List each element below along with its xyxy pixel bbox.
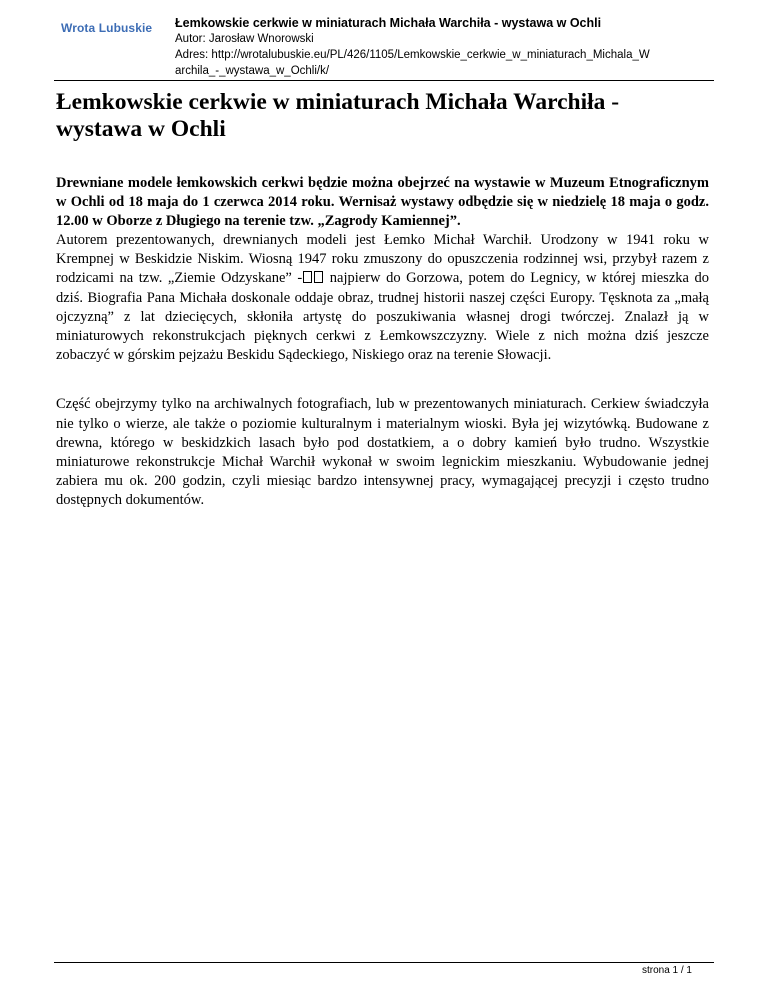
article-paragraph-2: Część obejrzymy tylko na archiwalnych fotografiach, lub w prezentowanych miniaturach. Cerkiew świadczyła nie tylko o wierze, ale także o poziomie kulturalnym i materialnym wioski. Była jej wizytówką. Budowane z drewna, którego w beskidzkich lasach było pod dostatkiem, a o dobry kamień było trudno. Wszystkie miniaturowe rekonstrukcje Michał Warchił wykonał w swoim legnickim mieszkaniu. Wybudowanie jednej zabiera mu ok. 200 godzin, czyli miesiąc bardzo intensywnej pracy, wymagającej precyzji i często trudno dostępnych dokumentów. bbox=[56, 396, 709, 509]
header-title: Łemkowskie cerkwie w miniaturach Michała Warchiła - wystawa w Ochli bbox=[175, 16, 602, 30]
missing-glyph-icon bbox=[303, 271, 312, 283]
paragraph-1-text-b: najpierw do Gorzowa, potem do Legnicy, w której mieszka do dziś. Biografia Pana Michała doskonale oddaje obraz, trudnej historii naszej części Europy. Tęsknota za „małą ojczyzną” z lat dziecięcych, skłoniła artystę do poszukiwania własnej drogi twórczej. Znalazł ją w miniaturowych rekonstrukcjach pięknych cerkwi z Łemkowszczyzny. Wiele z nich można dziś jeszcze zobaczyć w górskim pejzażu Beskidu Sądeckiego, Niskiego oraz na terenie Słowacji. bbox=[56, 270, 709, 364]
paragraph-1-text-a: Autorem prezentowanych, drewnianych modeli jest Łemko Michał Warchił. Urodzony w 1941 roku w Krempnej w Beskidzie Niskim. Wiosną 1947 roku zmuszony do opuszczenia rodzinnej wsi, przybył razem z rodzicami na tzw. „Ziemie Odzyskane” - bbox=[56, 232, 709, 287]
header-address-line-2: archila_-_wystawa_w_Ochli/k/ bbox=[175, 65, 330, 77]
missing-glyph-icon bbox=[314, 271, 323, 283]
article bbox=[56, 89, 709, 511]
header-address-line-1: Adres: http://wrotalubuskie.eu/PL/426/1105/Lemkowskie_cerkwie_w_miniaturach_Michala_W bbox=[175, 49, 650, 61]
header-author: Autor: Jarosław Wnorowski bbox=[175, 33, 314, 45]
page-number: strona 1 / 1 bbox=[641, 965, 692, 976]
site-logo: Wrota Lubuskie bbox=[61, 21, 153, 35]
article-heading: Łemkowskie cerkwie w miniaturach Michała Warchiła - wystawa w Ochli bbox=[56, 89, 620, 142]
document-header bbox=[175, 13, 715, 79]
header-divider bbox=[54, 80, 714, 81]
article-lead: Drewniane modele łemkowskich cerkwi będzie można obejrzeć na wystawie w Muzeum Etnograficznym w Ochli od 18 maja do 1 czerwca 2014 roku. Wernisaż wystawy odbędzie się w niedzielę 18 maja o godz. 12.00 w Oborze z Długiego na terenie tzw. „Zagrody Kamiennej”. bbox=[56, 175, 709, 229]
footer-divider bbox=[54, 962, 714, 963]
article-paragraph-1 bbox=[56, 231, 709, 365]
